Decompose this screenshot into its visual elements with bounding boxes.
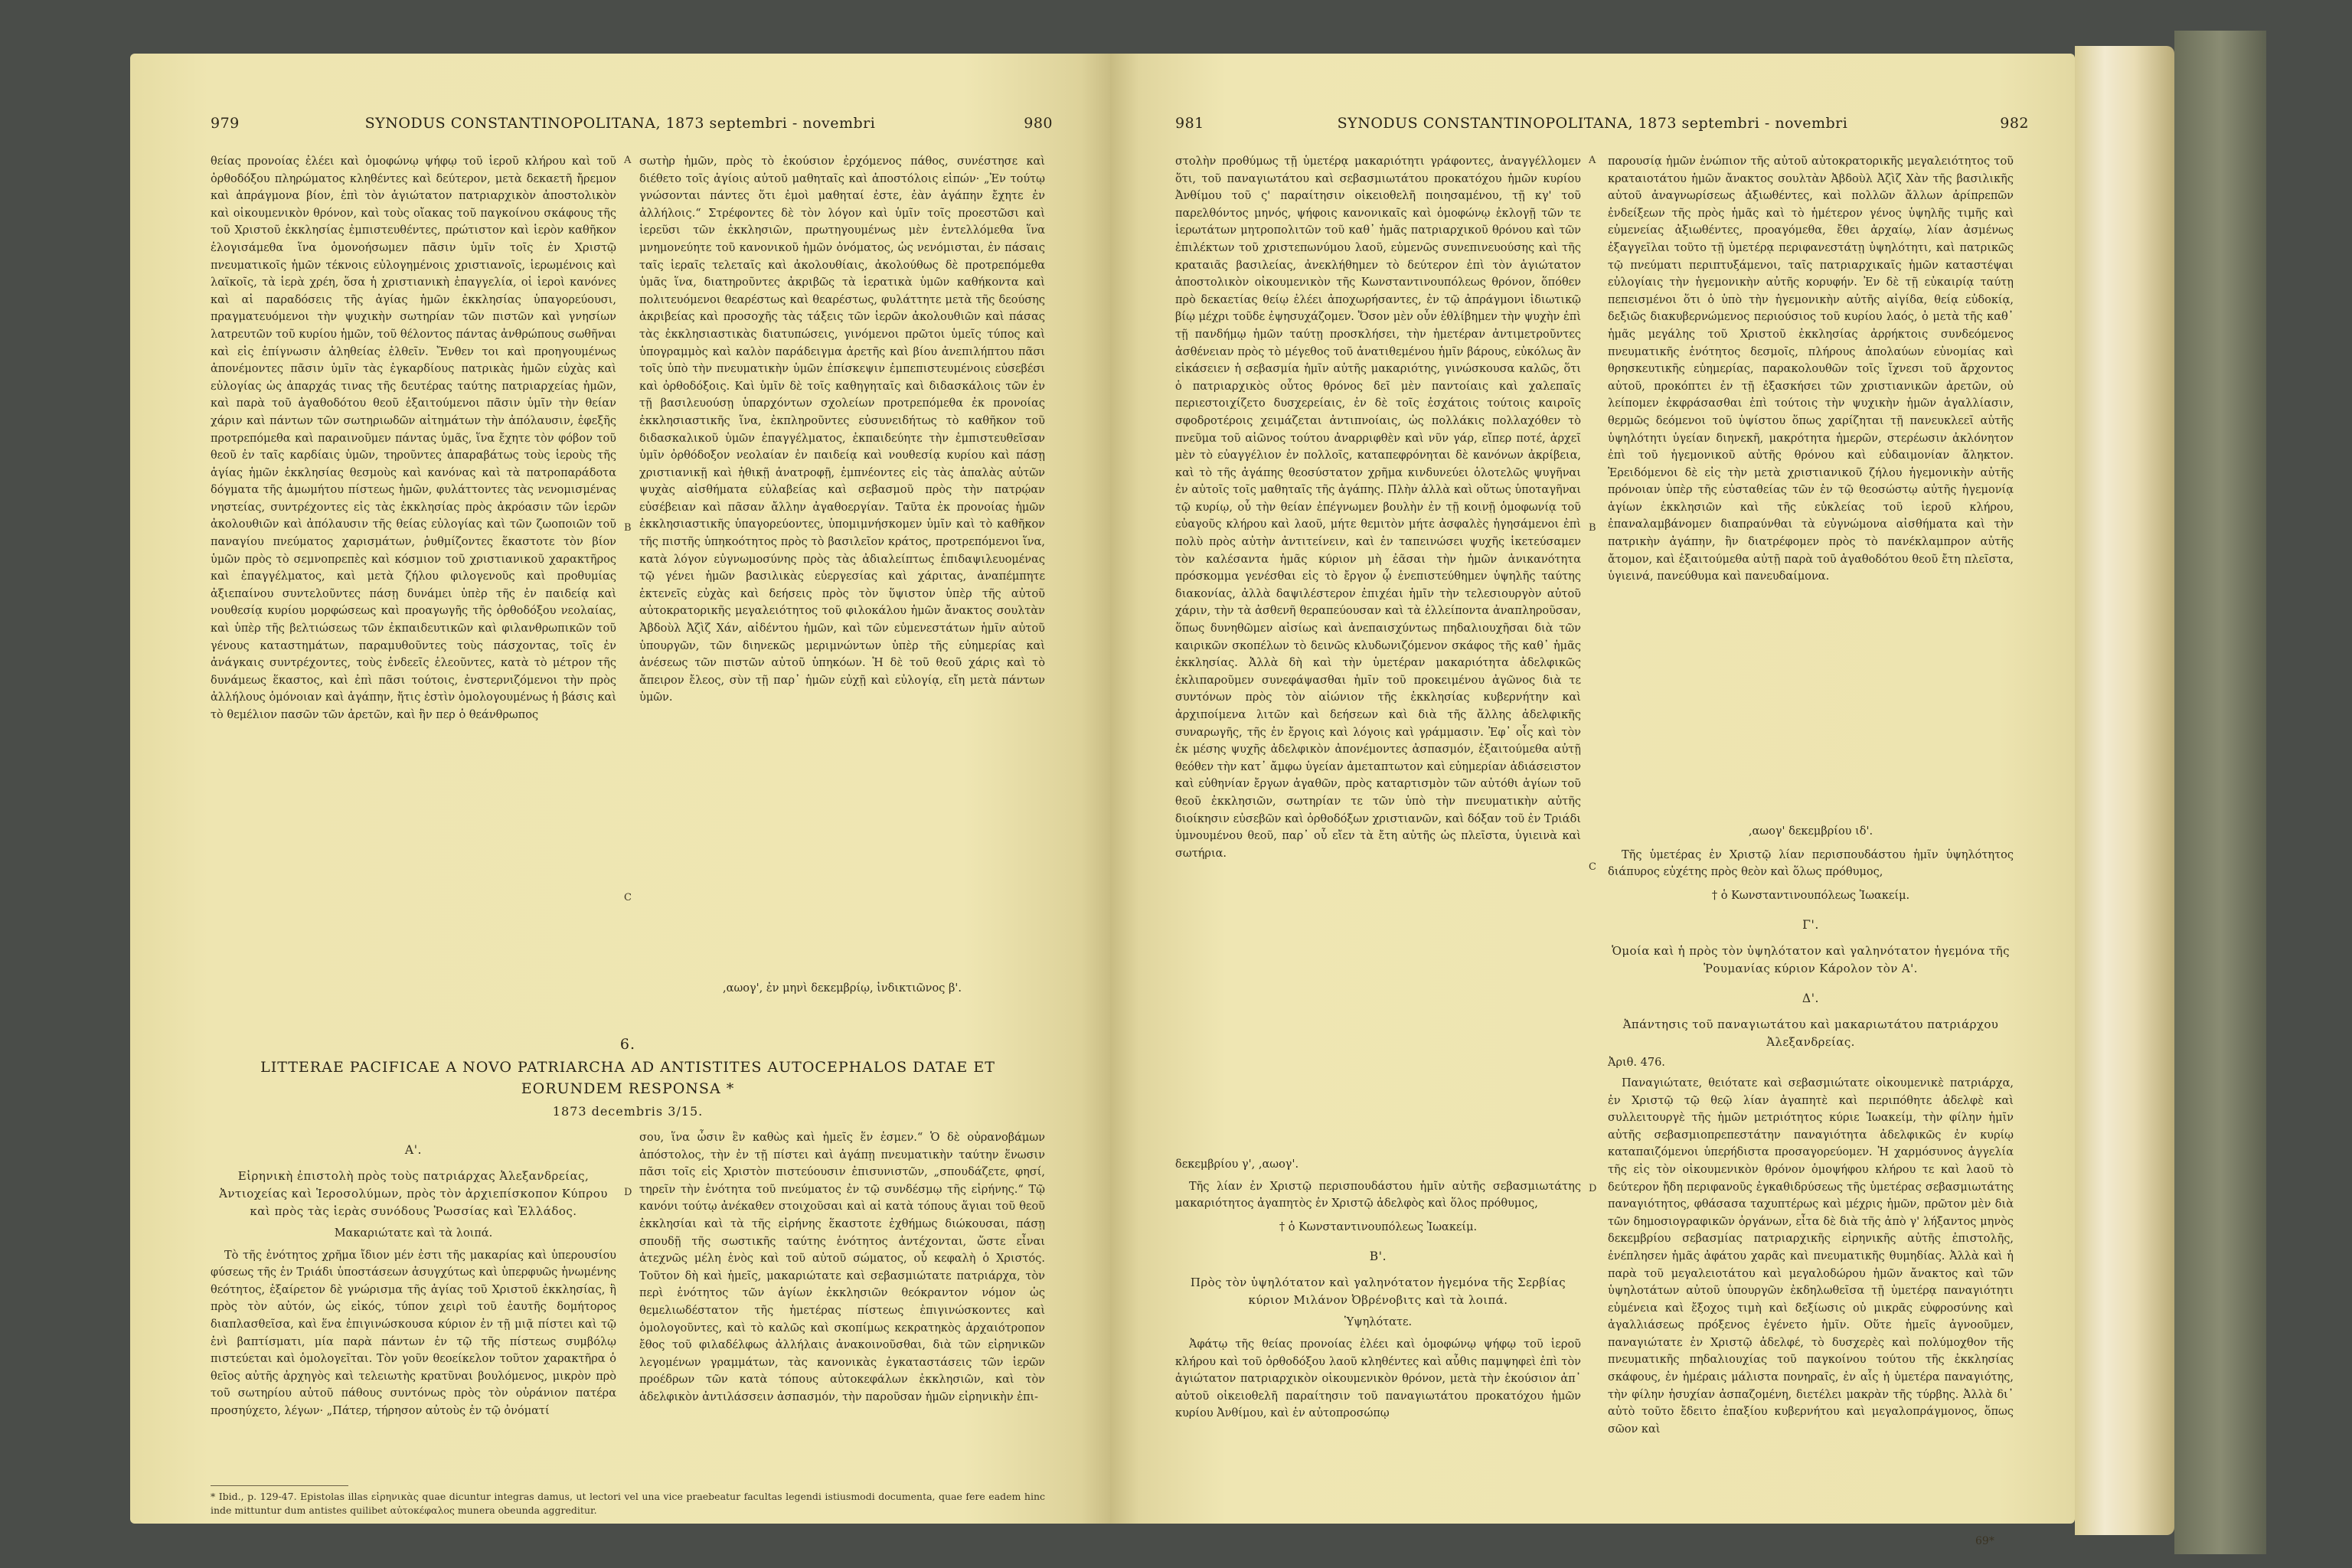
letter-b-number: Β'.: [1369, 1250, 1387, 1264]
letter-c-number: Γ'.: [1802, 918, 1819, 933]
letter-b-title: Πρὸς τὸν ὑψηλότατον καὶ γαληνότατον ἡγεμόνα τῆς Σερβίας κύριον Μιλάνον Ὀβρένοβιτς καὶ τὰ λοιπά.: [1190, 1276, 1566, 1308]
signature-mark: 69*: [1975, 1535, 1994, 1547]
running-title: SYNODUS CONSTANTINOPOLITANA, 1873 septembri - novembri: [364, 115, 876, 132]
paragraph: σου, ἵνα ὦσιν ἓν καθὼς καὶ ἡμεῖς ἕν ἐσμεν.“ Ὁ δὲ οὐρανοβάμων ἀπόστολος, τὴν ἐν τῇ πίστει καὶ ἀγάπῃ πνευματικὴν ταύτην ἕνωσιν πᾶσι τοῖς εἰς Χριστὸν πιστεύουσιν ἐπισυνιστῶν, „σπουδάζετε, φησί, τηρεῖν τὴν ἑνότητα τοῦ πνεύματος ἐν τῷ συνδέσμῳ τῆς εἰρήνης.“ Τῷ κανόνι τούτῳ ἀνέκαθεν στοιχοῦσαι καὶ αἱ κατὰ τόπους ἅγιαι τοῦ θεοῦ ἐκκλησίαι καὶ τὰ τῆς εἰρήνης ἕκαστοτε ἐχθήμως διώκουσαι, πάσῃ σπουδῇ τῆς σωστικῆς ταύτης ἑνότητος ἀντέχονται, ὥστε εἶναι ἀτεχνῶς μέλη ἑνὸς καὶ τοῦ αὐτοῦ σώματος, οὗ κεφαλὴ ὁ Χριστός. Τοῦτον δὴ καὶ ἡμεῖς, μακαριώτατε καὶ σεβασμιώτατε πατριάρχα, τὸν περὶ ἑνότητος τῶν ἁγίων ἐκκλησιῶν θεόκραντον νόμον ὡς θεμελιωδέστατον τῆς ἡμετέρας πίστεως ἐπιγινώσκοντες καὶ ὁμολογοῦντες, καὶ τὸ καλῶς καὶ σκοπίμως κεκρατηκὸς ἀρχαιότροπον ἔθος τοῦ φιλαδέλφως ἀλλήλαις ἀνακοινοῦσθαι, διὰ τῶν εἰρηνικῶν λεγομένων γραμμάτων, τὰς κανονικὰς ἐγκαταστάσεις τῶν ἱερῶν προέδρων τῶν κατὰ τόπους αὐτοκεφάλων ἐκκλησιῶν, καὶ τὸν ἀδελφικὸν ἀντιλάσσειν ἀσπασμόν, τὴν παροῦσαν ἡμῶν εἰρηνικὴν ἐπι-: [639, 1132, 1045, 1403]
left-page: [130, 54, 1110, 1524]
page-number-980: 980: [1024, 115, 1053, 132]
paragraph: παρουσίᾳ ἡμῶν ἐνώπιον τῆς αὐτοῦ αὐτοκρατορικῆς μεγαλειότητος τοῦ κραταιοτάτου ἡμῶν ἄνακτος σουλτὰν Ἀβδοὺλ Ἀζὶζ Χὰν τῆς βασιλικῆς αὐτοῦ ἀναγνωρίσεως ἀξιωθέντες, καὶ πολλῶν ἄλλων ἀρίπρεπῶν ἐνδείξεων τῆς πρὸς ἡμᾶς καὶ τὸ ἡμέτερον γένος ὑψηλῆς τιμῆς καὶ εὐμενείας ἀξιωθέντες, προαγόμεθα, ἔθει ἀρχαίῳ, λίαν ἀσμένως ἐξαγγεῖλαι τοῦτο τῇ ὑμετέρᾳ περιφανεστάτῃ ὑψηλότητι, καὶ πατρικῶς τῷ πνεύματι περιπτυξάμενοι, ταῖς πατριαρχικαῖς ἡμῶν καταστέψαι εὐλογίαις τὴν ἡγεμονικὴν αὐτῆς κορυφήν. Ἐν δὲ τῇ εὐκαιρίᾳ ταύτῃ πεπεισμένοι ὅτι ὁ ὑπὸ τὴν ἡγεμονικὴν αὐτῆς αἰγίδα, θείᾳ εὐδοκίᾳ, δεξιῶς διακυβερνώμενος περιούσιος τοῦ κυρίου λαός, ὁ μετὰ τῆς καθ᾽ ἡμᾶς μεγάλης τοῦ Χριστοῦ ἐκκλησίας ἀρρήκτοις συνδεόμενος πνευματικῆς ἑνότητος δεσμοῖς, πλήρους ἀπολαύων εὐνομίας καὶ θρησκευτικῆς εὐημερίας, παρακολουθῶν τοῖς ἴχνεσι τοῦ ἄρχοντος αὐτοῦ, προκόπτει ἐν τῇ ἐξασκήσει τῶν χριστιανικῶν ἀρετῶν, οὐ λείπομεν ἐκφράσασθαι ἐπὶ τούτοις τὴν ψυχικὴν ἡμῶν ἀγαλλίασιν, θερμῶς δεόμενοι τοῦ ὑψίστου ὅπως χαρίζηται τῇ πανευκλεεῖ αὐτῆς ὑψηλότητι ὑγείαν διηνεκῆ, μακρότητα ἡμερῶν, στερέωσιν ἀκλόνητον ἐπὶ τοῦ ἡγεμονικοῦ αὐτῆς θρόνου καὶ εὐδαιμονίαν ἄληκτον. Ἐρειδόμενοι δὲ εἰς τὴν μετὰ χριστιανικοῦ ζήλου ἡγεμονικὴν αὐτῆς πρόνοιαν ὑπὲρ τῆς εὐσταθείας τῶν ἐν τῷ θεοσώστῳ αὐτῆς ἡγεμονίᾳ ἁγίων ἐκκλησιῶν καὶ τῆς εὐκλείας τοῦ ἱεροῦ κλήρου, ἐπαναλαμβάνομεν διαπραύνθαι τὰ εὐγνώμονα αἰσθήματα καὶ τὴν πατρικὴν ἀγάπην, ἣν διατρέφομεν πρὸς τὸ πανέκλαμπρον αὐτῆς ἄτομον, καὶ ἐξαιτούμεθα αὐτῇ παρὰ τοῦ ἀγαθοδότου θεοῦ ἔτη πλεῖστα, ὑγιεινά, πανεύθυμα καὶ πανευδαίμονα.: [1608, 155, 2014, 583]
right-column-1-lower: [1175, 1156, 1581, 1539]
margin-letter-d: D: [624, 1187, 632, 1198]
page-number-979: 979: [211, 115, 240, 132]
section-number: 6.: [619, 1036, 636, 1053]
letter-c-title: Ὁμοία καὶ ἡ πρὸς τὸν ὑψηλότατον καὶ γαληνότατον ἡγεμόνα τῆς Ῥουμανίας κύριον Κάρολον τὸν Α'.: [1612, 944, 2010, 976]
letter-d-reference: Ἀριθ. 476.: [1608, 1057, 1665, 1070]
margin-letter-b: B: [624, 522, 632, 534]
signature-intro: Τῆς ὑμετέρας ἐν Χριστῷ λίαν περισπουδάστου ἡμῖν ὑψηλότητος διάπυρος εὐχέτης πρὸς θεὸν καὶ ὅλως πρόθυμος,: [1608, 848, 2014, 879]
margin-letter-b: B: [1589, 522, 1596, 534]
letter-d-title: Ἀπάντησις τοῦ παναγιωτάτου καὶ μακαριωτάτου πατριάρχου Ἀλεξανδρείας.: [1622, 1018, 1999, 1050]
left-column-2: [639, 153, 1045, 976]
margin-letter-c: C: [624, 892, 632, 903]
section-heading: LITTERAE PACIFICAE A NOVO PATRIARCHA AD ANTISTITES AUTOCEPHALOS DATAE ET EORUNDEM RESPONSA *: [260, 1059, 995, 1097]
margin-letter-a: A: [624, 155, 632, 166]
letter-a-number: Α'.: [404, 1143, 423, 1157]
letter-a-address: Μακαριώτατε καὶ τὰ λοιπά.: [334, 1227, 493, 1240]
paragraph: Τὸ τῆς ἑνότητος χρῆμα ἴδιον μέν ἐστι τῆς μακαρίας καὶ ὑπερουσίου φύσεως τῆς ἐν Τριάδι ὑποστάσεων ἀσυγχύτως καὶ ὑπερφυῶς ἡνωμένης θεότητος, ἐξαίρετον δὲ γνώρισμα τῆς ἁγίας τοῦ Χριστοῦ ἐκκλησίας, ἣ πρὸς τὸν αὐτόν, ὡς εἰκός, τύπον χειρὶ τοῦ ἑαυτῆς δομήτορος διαπλασθεῖσα, καὶ ἕνα ἐπιγινώσκουσα κύριον ἐν τῇ μιᾷ πίστει καὶ τῷ ἑνὶ βαπτίσματι, μία παρὰ πάντων ἐν τῷ τῆς πίστεως συμβόλῳ πιστεύεται καὶ ὁμολογεῖται. Τὸν γοῦν θεοείκελον τοῦτον χαρακτῆρα ὁ θεῖος αὐτῆς ἀρχηγὸς καὶ τελειωτὴς κρατῦναι βουλόμενος, μικρὸν πρὸ τοῦ σωτηρίου αὐτοῦ πάθους συντόνως πρὸς τὸν οὐράνιον πατέρα προσηύχετο, λέγων· „Πάτερ, τήρησον αὐτοὺς ἐν τῷ ὀνόματί: [211, 1249, 616, 1417]
signature: † ὁ Κωνσταντινουπόλεως Ἰωακείμ.: [1279, 1220, 1478, 1233]
right-page: [1110, 54, 2075, 1547]
letter-a-title: Εἰρηνικὴ ἐπιστολὴ πρὸς τοὺς πατριάρχας Ἀλεξανδρείας, Ἀντιοχείας καὶ Ἱεροσολύμων, πρὸς τὸν ἀρχιεπίσκοπον Κύπρου καὶ πρὸς τὰς ἱερὰς συνόδους Ῥωσσίας καὶ Ἑλλάδος.: [219, 1169, 608, 1218]
right-column-2-lower: [1608, 823, 2014, 1535]
section-date: 1873 decembris 3/15.: [552, 1104, 704, 1119]
left-page-header: [130, 115, 1110, 138]
letter-a-column-2: [639, 1129, 1045, 1478]
paragraph: στολὴν προθύμως τῇ ὑμετέρᾳ μακαριότητι γράφοντες, ἀναγγέλλομεν ὅτι, τοῦ παναγιωτάτου καὶ σεβασμιωτάτου προκατόχου ἡμῶν κυρίου Ἀνθίμου τοῦ ς' παραίτησιν οἰκειοθελῆ ποιησαμένου, τῇ κγ' τοῦ παρελθόντος μηνός, ψήφοις κανονικαῖς καὶ ὁμοφώνῳ ἐκλογῇ τῶν τε ἱερωτάτων μητροπολιτῶν τοῦ καθ᾽ ἡμᾶς πατριαρχικοῦ θρόνου καὶ τῶν ἐπιλέκτων τοῦ χριστεπωνύμου λαοῦ, εὐμενῶς συνεπινευούσης καὶ τῆς κραταιᾶς βασιλείας, ἀνεκλήθημεν τὸ δεύτερον ἐπὶ τὸν ἁγιώτατον ἀποστολικὸν οἰκουμενικὸν τῆς Κωνσταντινουπόλεως θρόνον, ὅπόθεν πρὸ δεκαετίας θείῳ ἐλέει ἀποχωρήσαντες, ἐν τῷ ἀπράγμονι ἰδιωτικῷ βίῳ μέχρι τοῦδε ἐψησυχάζομεν. Ὅσον μὲν οὖν ἐθλίβημεν τὴν ψυχὴν ἐπὶ τῇ πανδήμῳ ἡμῶν ταύτῃ προσκλήσει, τὴν ἡμετέραν ἀντιμετροῦντες ἀσθένειαν πρὸς τὸ μέγεθος τοῦ ἀνατιθεμένου ἡμῖν βάρους, εὐκόλως ἂν εἰκάσειεν ἡ σεβασμία ἡμῖν αὐτῆς μακαριότης, γινώσκουσα καλῶς, ὅτι ὁ πατριαρχικὸς οὗτος θρόνος δεῖ μὲν παντοίαις καὶ χαλεπαῖς περιεστοιχίζετο δυσχερείαις, ἐν δὲ τοῖς ἐσχάτοις τούτοις καιροῖς σφοδροτέροις χειμάζεται ἀντιπνοίαις, ὡς πολλάκις πολλαχόθεν τὸ πνεῦμα τοῦ αἰῶνος τούτου ἀναρριφθὲν καὶ νῦν γάρ, εἴπερ ποτέ, ἀρχεῖ μὲν τὸ εὐαγγέλιον ἐν πολλοῖς, καταπεφρόνηται δὲ κανόνων ἀκρίβεια, καὶ τὸ τῆς ἀγάπης θεοσύστατον χρῆμα κινδυνεύει ὁλοτελῶς ψυγῆναι ἐν αὐτοῖς τοῖς μαθηταῖς τῆς ἀγάπης. Πλὴν ἀλλὰ καὶ οὕτως ὑποταγῆναι τῷ κυρίῳ, οὗ τὴν θείαν ἐπέγνωμεν βουλὴν ἐν τῇ κοινῇ ὁμοφωνίᾳ τοῦ εὐαγοῦς κλήρου καὶ λαοῦ, μήτε θεμιτὸν μήτε ἀσφαλὲς ἡγησάμενοι ἐπὶ πολὺ πρὸς αὐτὴν ἀντιτείνειν, καὶ ἐν ταπεινώσει ψυχῆς ἱκετεύσαμεν τὸν καλέσαντα ἡμᾶς κύριον μὴ ἐᾶσαι τὴν ἡμῶν ἀνικανότητα πρόσκομμα γενέσθαι εἰς τὸ ἔργον ᾧ ἐνεπιστεύθημεν ὑψηλῆς ταύτης διακονίας, ἀλλὰ δαψιλέστερον ἐπιχέαι ἡμῖν τὴν τελεσιουργὸν αὐτοῦ χάριν, τὴν τὰ ἀσθενῆ θεραπεύουσαν καὶ τὰ ἐλλείποντα ἀναπληροῦσαν, ὅπως δυνηθῶμεν αἰσίως καὶ ἀνεπαισχύντως πηδαλιουχῆσαι διὰ τῶν καιρικῶν σκοπέλων τὸ δεινῶς κλυδωνιζόμενον σκάφος τῆς καθ᾽ ἡμᾶς ἐκκλησίας. Ἀλλὰ δὴ καὶ τὴν ὑμετέραν μακαριότητα ἀδελφικῶς ἐκλιπαροῦμεν συνεφάψασθαι ἡμῖν τοῦ προκειμένου ἀγῶνος διὰ τε συντόνων πρὸς τὸν αἰώνιον τῆς ἐκκλησίας κυβερνήτην καὶ ἀρχιποίμενα λιτῶν καὶ δεήσεων καὶ διὰ τῆς ἄλλης ἀδελφικῆς συναρωγῆς, τῆς ἐν ἔργοις καὶ λόγοις καὶ γράμμασιν. Ἐφ᾽ οἷς καὶ τὸν ἐκ μέσης ψυχῆς ἀδελφικὸν ἀπονέμοντες ἀσπασμόν, ἐξαιτούμεθα αὐτῇ θεόθεν τὴν κατ᾽ ἄμφω ὑγείαν ἀμεταπτωτον καὶ εὐημερίαν ἀδιάσειστον καὶ εὐθηνίαν ἔργων ἀγαθῶν, πρὸς καταρτισμὸν τῶν αὐτόθι ἁγίων τοῦ θεοῦ ἐκκλησιῶν, σωτηρίαν τε τῶν ὑπὸ τὴν πνευματικὴν αὐτῆς διοίκησιν εὐσεβῶν καὶ ὀρθοδόξων χριστιανῶν, καὶ δόξαν τοῦ ἐν Τριάδι ὑμνουμένου θεοῦ, παρ᾽ οὗ εἴεν τὰ ἔτη αὐτῆς ὡς πλεῖστα, ὑγιεινὰ καὶ σωτήρια.: [1175, 155, 1581, 860]
paragraph: σωτὴρ ἡμῶν, πρὸς τὸ ἑκούσιον ἐρχόμενος πάθος, συνέστησε καὶ διέθετο τοῖς ἁγίοις αὐτοῦ μαθηταῖς καὶ ἀποστόλοις εἰπών· „Ἐν τούτῳ γνώσονται πάντες ὅτι ἐμοὶ μαθηταί ἐστε, ἐὰν ἀγάπην ἔχητε ἐν ἀλλήλοις.“ Στρέφοντες δὲ τὸν λόγον καὶ ὑμῖν τοῖς προεστῶσι καὶ ἱερεῦσι τῶν ἐκκλησιῶν, πρωτηγουμένως μὲν ἐντελλόμεθα ἵνα μνημονεύητε τοῦ κανονικοῦ ἡμῶν ὀνόματος, ὡς νενόμισται, ἐν πάσαις ταῖς ἱεραῖς τελεταῖς καὶ ἀκολουθίαις, ἀκολούθως δὲ προτρεπόμεθα ὑμᾶς ἵνα, διατηροῦντες ἀκριβῶς τὰ ἱερατικὰ ὑμῶν καθήκοντα καὶ πολιτευόμενοι θεαρέστως καὶ θεαρέστως, φυλάττητε μετὰ τῆς δεούσης ἀκριβείας καὶ προσοχῆς τὰς τάξεις τῶν ἱερῶν ἀκολουθιῶν καὶ πάσας τὰς ἐκκλησιαστικὰς διατυπώσεις, γινόμενοι πρῶτοι ὑμεῖς τύπος καὶ ὑπογραμμὸς καὶ καλὸν παράδειγμα ἀρετῆς καὶ βίου ἀνεπιλήπτου πᾶσι τοῖς ὑπὸ τὴν πνευματικὴν ὑμῶν ἐπίσκεψιν ἐμπεπιστευμένοις εὐσεβέσι καὶ ὀρθοδόξοις. Καὶ ὑμῖν δὲ τοῖς καθηγηταῖς καὶ διδασκάλοις τῶν ἐν τῇ βασιλευούσῃ ὑπαρχόντων σχολείων προτρεπόμεθα ἐκ προνοίας ἐκκλησιαστικῆς ἵνα, ἐκπληροῦντες εὐσυνειδήτως τὸ καθῆκον τοῦ διδασκαλικοῦ ὑμῶν ἐπαγγέλματος, ἐκπαιδεύητε τὴν ἐμπιστευθεῖσαν ὑμῖν ὀρθόδοξον νεολαίαν ἐν παιδείᾳ καὶ νουθεσίᾳ κυρίου καὶ πάσῃ χριστιανικῇ καὶ ἠθικῇ ἀνατροφῇ, ἐμπνέοντες εἰς τὰς ἁπαλὰς αὐτῶν ψυχὰς αἰσθήματα εὐλαβείας καὶ σεβασμοῦ πρὸς τὴν πατρῴαν εὐσέβειαν καὶ πᾶσαν ἄλλην ἀγαθοεργίαν. Ταῦτα ἐκ προνοίας ἡμῶν ἐκκλησιαστικῆς ὑπαγορεύοντες, ὑπομιμνήσκομεν ὑμῖν καὶ τὸ καθῆκον τῆς πιστῆς ὑπηκοότητος πρὸς τὸ βασιλεῖον κράτος, προτρεπόμενοι ἵνα, κατὰ λόγον εὐγνωμοσύνης πρὸς τὰς ἀδιαλείπτως ἐπιδαψιλευομένας τῷ γένει ἡμῶν βασιλικὰς εὐεργεσίας καὶ χάριτας, ἀναπέμπητε ἐκτενεῖς εὐχὰς καὶ δεήσεις πρὸς τὸν ὕψιστον ὑπὲρ τῆς αὐτοῦ αὐτοκρατορικῆς μεγαλειότητος τοῦ φιλοκάλου ἡμῶν ἄνακτος σουλτὰν Ἀβδοὺλ Ἀζὶζ Χάν, αἰδέντου ἡμῶν, καὶ τῶν εὐμενεστάτων ἡμῖν αὐτοῦ ὑπουργῶν, τῶν διηνεκῶς μεριμνώντων ὑπὲρ τῆς εὐημερίας καὶ ἀνέσεως τῶν πιστῶν αὐτοῦ ὑπηκόων. Ἡ δὲ τοῦ θεοῦ χάρις καὶ τὸ ἄπειρον ἔλεος, σὺν τῇ παρ᾽ ἡμῶν εὐχῇ καὶ εὐλογίᾳ, εἴη μετὰ πάντων ὑμῶν.: [639, 155, 1045, 704]
margin-letter-c: C: [1589, 861, 1596, 873]
letter-b-address: Ὑψηλότατε.: [1344, 1316, 1413, 1329]
right-column-1: [1175, 153, 1581, 1148]
running-title: SYNODUS CONSTANTINOPOLITANA, 1873 septembri - novembri: [1337, 115, 1848, 132]
footnote-rule: [211, 1485, 348, 1486]
signature: † ὁ Κωνσταντινουπόλεως Ἰωακείμ.: [1711, 889, 1910, 902]
page-number-981: 981: [1175, 115, 1204, 132]
right-page-header: [1110, 115, 2075, 138]
open-book: [84, 31, 2289, 1554]
page-number-982: 982: [2000, 115, 2029, 132]
letter-date: δεκεμβρίου γ', ,αωογ'.: [1175, 1158, 1299, 1171]
page-edges: [2075, 46, 2174, 1535]
paragraph: Παναγιώτατε, θειότατε καὶ σεβασμιώτατε οἰκουμενικὲ πατριάρχα, ἐν Χριστῷ τῷ θεῷ λίαν ἀγαπητὲ καὶ περιπόθητε ἀδελφὲ καὶ συλλειτουργὲ τῆς ἡμῶν μετριότητος κύριε Ἰωακείμ, τὴν φίλην ἡμῖν αὐτῆς σεβασμιοπρεπεστάτην παναγιότητα ἀδελφικῶς ἐν κυρίῳ καταπαιζόμενοι ὑπερήδιστα προσαγορεύομεν. Ἡ χαρμόσυνος ἀγγελία τῆς εἰς τὸν οἰκουμενικὸν θρόνον ὁμοψήφου κλήρου τε καὶ λαοῦ τὸ δεύτερον ἤδη περιφανοῦς ἐγκαθιδρύσεως τῆς ὑμετέρας σεβασμιωτάτης παναγιότητος, φθάσασα ταχυπτέρως καὶ μέχρις ἡμῶν, πρῶτον μὲν διὰ τῶν δημοσιογραφικῶν ὀργάνων, εἶτα δὲ διὰ τῆς ἀπὸ γ' λήξαντος μηνὸς δεκεμβρίου σεβασμίας πατριαρχικῆς εἰρηνικῆς αὐτῆς ἐπιστολῆς, ἐνέπλησεν ἡμᾶς ἀφάτου χαρᾶς καὶ πνευματικῆς θυμηδίας. Ἀλλὰ καὶ ἡ παρὰ τοῦ μεγαλειοτάτου καὶ μεγαλοδώρου ἡμῶν ἄνακτος καὶ τῶν ὑψηλοτάτων αὐτοῦ ὑπουργῶν ἐκδηλωθεῖσα τῇ ὑμετέρᾳ παναγιότητι εὐμένεια καὶ ἔξοχος τιμὴ καὶ δεξίωσις οὐ μικρᾶς εὐφροσύνης καὶ ἀγαλλιάσεως πρόξενος ἐγένετο ἡμῖν. Οὕτε ἡμεῖς ἀγνοοῦμεν, παναγιώτατε ἐν Χριστῷ ἀδελφέ, τὸ δυσχερὲς καὶ πολύμοχθον τῆς πνευματικῆς πηδαλιουχίας τοῦ παγκοίνου τούτου τῆς ἐκκλησίας σκάφους, ἐν ἡμέραις μάλιστα πονηραῖς, ἐν αἷς ἡ ὑμετέρα παναγιότης, τὴν φίλην ἡσυχίαν ἀσπαζομένη, διετέλει μακρὰν τῆς τύρβης. Ἀλλὰ δι᾽ αὐτὸ τοῦτο ἔδειτο ἐπαξίου κυβερνήτου καὶ μεγαλοπράγμονος, ὅπως σῶον καὶ: [1608, 1076, 2014, 1436]
margin-letter-d: D: [1589, 1183, 1597, 1194]
signature-intro: Τῆς λίαν ἐν Χριστῷ περισπουδάστου ἡμῖν αὐτῆς σεβασμιωτάτης μακαριότητος ἀγαπητὸς ἐν Χριστῷ ἀδελφὸς καὶ ὅλος πρόθυμος,: [1175, 1180, 1581, 1210]
paragraph: Ἀφάτῳ τῆς θείας προνοίας ἐλέει καὶ ὁμοφώνῳ ψήφῳ τοῦ ἱεροῦ κλήρου καὶ τοῦ ὀρθοδόξου λαοῦ κληθέντες καὶ αὖθις παμψηφεὶ ἐπὶ τὸν ἁγιώτατον πατριαρχικὸν οἰκουμενικὸν θρόνον, μετὰ τὴν ἑκούσιον ἀπ᾽ αὐτοῦ οἰκειοθελῆ παραίτησιν τοῦ παναγιωτάτου προκατόχου ἡμῶν κυρίου Ἀνθίμου, καὶ ἐν αὐτοπροσώπῳ: [1175, 1338, 1581, 1420]
letter-d-number: Δ'.: [1802, 991, 1820, 1006]
margin-letter-a: A: [1589, 155, 1596, 166]
left-column-1: [211, 153, 616, 1014]
footnote: * Ibid., p. 129-47. Epistolas illas εἰρηνικὰς quae dicuntur integras damus, ut lectori vel una vice praebeatur facultas legendi istiusmodi documenta, quae fere eadem hinc inde mittuntur dum antistes quilibet αὐτοκέφαλος munera obeunda aggreditur.: [211, 1491, 1045, 1516]
right-column-2: [1608, 153, 2014, 819]
book-cover-edge: [2174, 31, 2266, 1554]
letter-date: ,αωογ' δεκεμβρίου ιδ'.: [1748, 825, 1873, 838]
letter-a-column: [211, 1129, 616, 1478]
paragraph: θείας προνοίας ἐλέει καὶ ὁμοφώνῳ ψήφῳ τοῦ ἱεροῦ κλήρου καὶ τοῦ ὀρθοδόξου πληρώματος κληθέντες καὶ δεύτερον, μετὰ δεκαετῆ ἤρεμον καὶ ἀπράγμονα βίον, ἐπὶ τὸν ἁγιώτατον πατριαρχικὸν ἀποστολικὸν καὶ οἰκουμενικὸν θρόνον, καὶ τοὺς οἴακας τοῦ παγκοίνου σκάφους τῆς τοῦ Χριστοῦ ἐκκλησίας ἐμπιστευθέντες, πρώτιστον καὶ ἱερὸν καθῆκον ἐλογισάμεθα ἵνα ὁμονοήσωμεν πᾶσιν ὑμῖν τοῖς ἐν Χριστῷ πνευματικοῖς ἡμῶν τέκνοις εὐλογημένοις χριστιανοῖς, ἱερωμένοις καὶ λαϊκοῖς, τὰ ἱερὰ χρέη, ὅσα ἡ χριστιανικὴ ἐπαγγελία, οἱ ἱεροὶ κανόνες καὶ αἱ παραδόσεις τῆς ἁγίας ἡμῶν ἐκκλησίας ὑπαγορεύουσι, πραγματευόμενοι τὴν ψυχικὴν σωτηρίαν τῶν πιστῶν καὶ γνησίων λατρευτῶν τοῦ κυρίου ἡμῶν, τοῦ θέλοντος πάντας ἀνθρώπους σωθῆναι καὶ εἰς ἐπίγνωσιν ἀληθείας ἐλθεῖν. Ἔνθεν τοι καὶ προηγουμένως ἀπονέμοντες πᾶσιν ὑμῖν τὰς ἐγκαρδίους πατρικὰς ἡμῶν εὐχὰς καὶ εὐλογίας ὡς ἀπαρχάς τινας τῆς δευτέρας ταύτης πατριαρχείας ἡμῶν, καὶ παρὰ τοῦ ἀγαθοδότου θεοῦ ἐξαιτούμενοι πᾶσιν ὑμῖν τὴν θείαν χάριν καὶ πάντων τῶν σωτηριωδῶν αἰτημάτων τὴν ἀπόλαυσιν, ἐφεξῆς προτρεπόμεθα καὶ παραινοῦμεν πάντας ὑμᾶς, ἵνα ἔχητε τὸν φόβον τοῦ θεοῦ ἐν ταῖς καρδίαις ὑμῶν, τηροῦντες ἀπαραβάτως τοὺς ἱεροὺς τῆς ἁγίας ἡμῶν ἐκκλησίας θεσμοὺς καὶ κανόνας καὶ τὰ πατροπαράδοτα δόγματα τῆς ἀμωμήτου πίστεως ἡμῶν, φυλάττοντες τὰς νενομισμένας νηστείας, συντρέχοντες εἰς τὰς ἐκκλησίας πρὸς ἀκρόασιν τῶν ἱερῶν ἀκολουθιῶν καὶ ἀπόλαυσιν τῆς θείας εὐλογίας καὶ τῶν ζωοποιῶν τοῦ παναγίου πνεύματος χαρισμάτων, ῥυθμίζοντες ἕκαστοτε τὸν βίον ὑμῶν πρὸς τὸ σεμνοπρεπὲς καὶ κόσμιον τοῦ χριστιανικοῦ χαρακτῆρος καὶ ἐπαγγέλματος, καὶ μετὰ ζήλου φιλογενοῦς καὶ προθυμίας ἀξιεπαίνου συντελοῦντες πάσῃ δυνάμει ὑπὲρ τῆς ἐν παιδείᾳ καὶ νουθεσίᾳ κυρίου μορφώσεως καὶ προαγωγῆς τῆς ὀρθοδόξου νεολαίας, καὶ ὑπὲρ τῆς βελτιώσεως τῶν ἐκπαιδευτικῶν καὶ φιλανθρωπικῶν τοῦ γένους καταστημάτων, παραμυθοῦντες τοὺς πάσχοντας, τοῖς ἐν ἀνάγκαις συντρέχοντες, τοὺς ἐνδεεῖς ἐλεοῦντες, κατὰ τὸ μέτρον τῆς δυνάμεως ἕκαστος, καὶ ἐπὶ πᾶσι τούτοις, ἐνστερνιζόμενοι τὴν πρὸς ἀλλήλους ὁμόνοιαν καὶ ἀγάπην, ἥτις ἐστὶν ὁμολογουμένως ἡ βάσις καὶ τὸ θεμέλιον πασῶν τῶν ἀρετῶν, καὶ ἣν περ ὁ θεάνθρωπος: [211, 155, 616, 721]
closing-date: ,αωογ', ἐν μηνὶ δεκεμβρίῳ, ἰνδικτιῶνος β'.: [723, 982, 962, 995]
